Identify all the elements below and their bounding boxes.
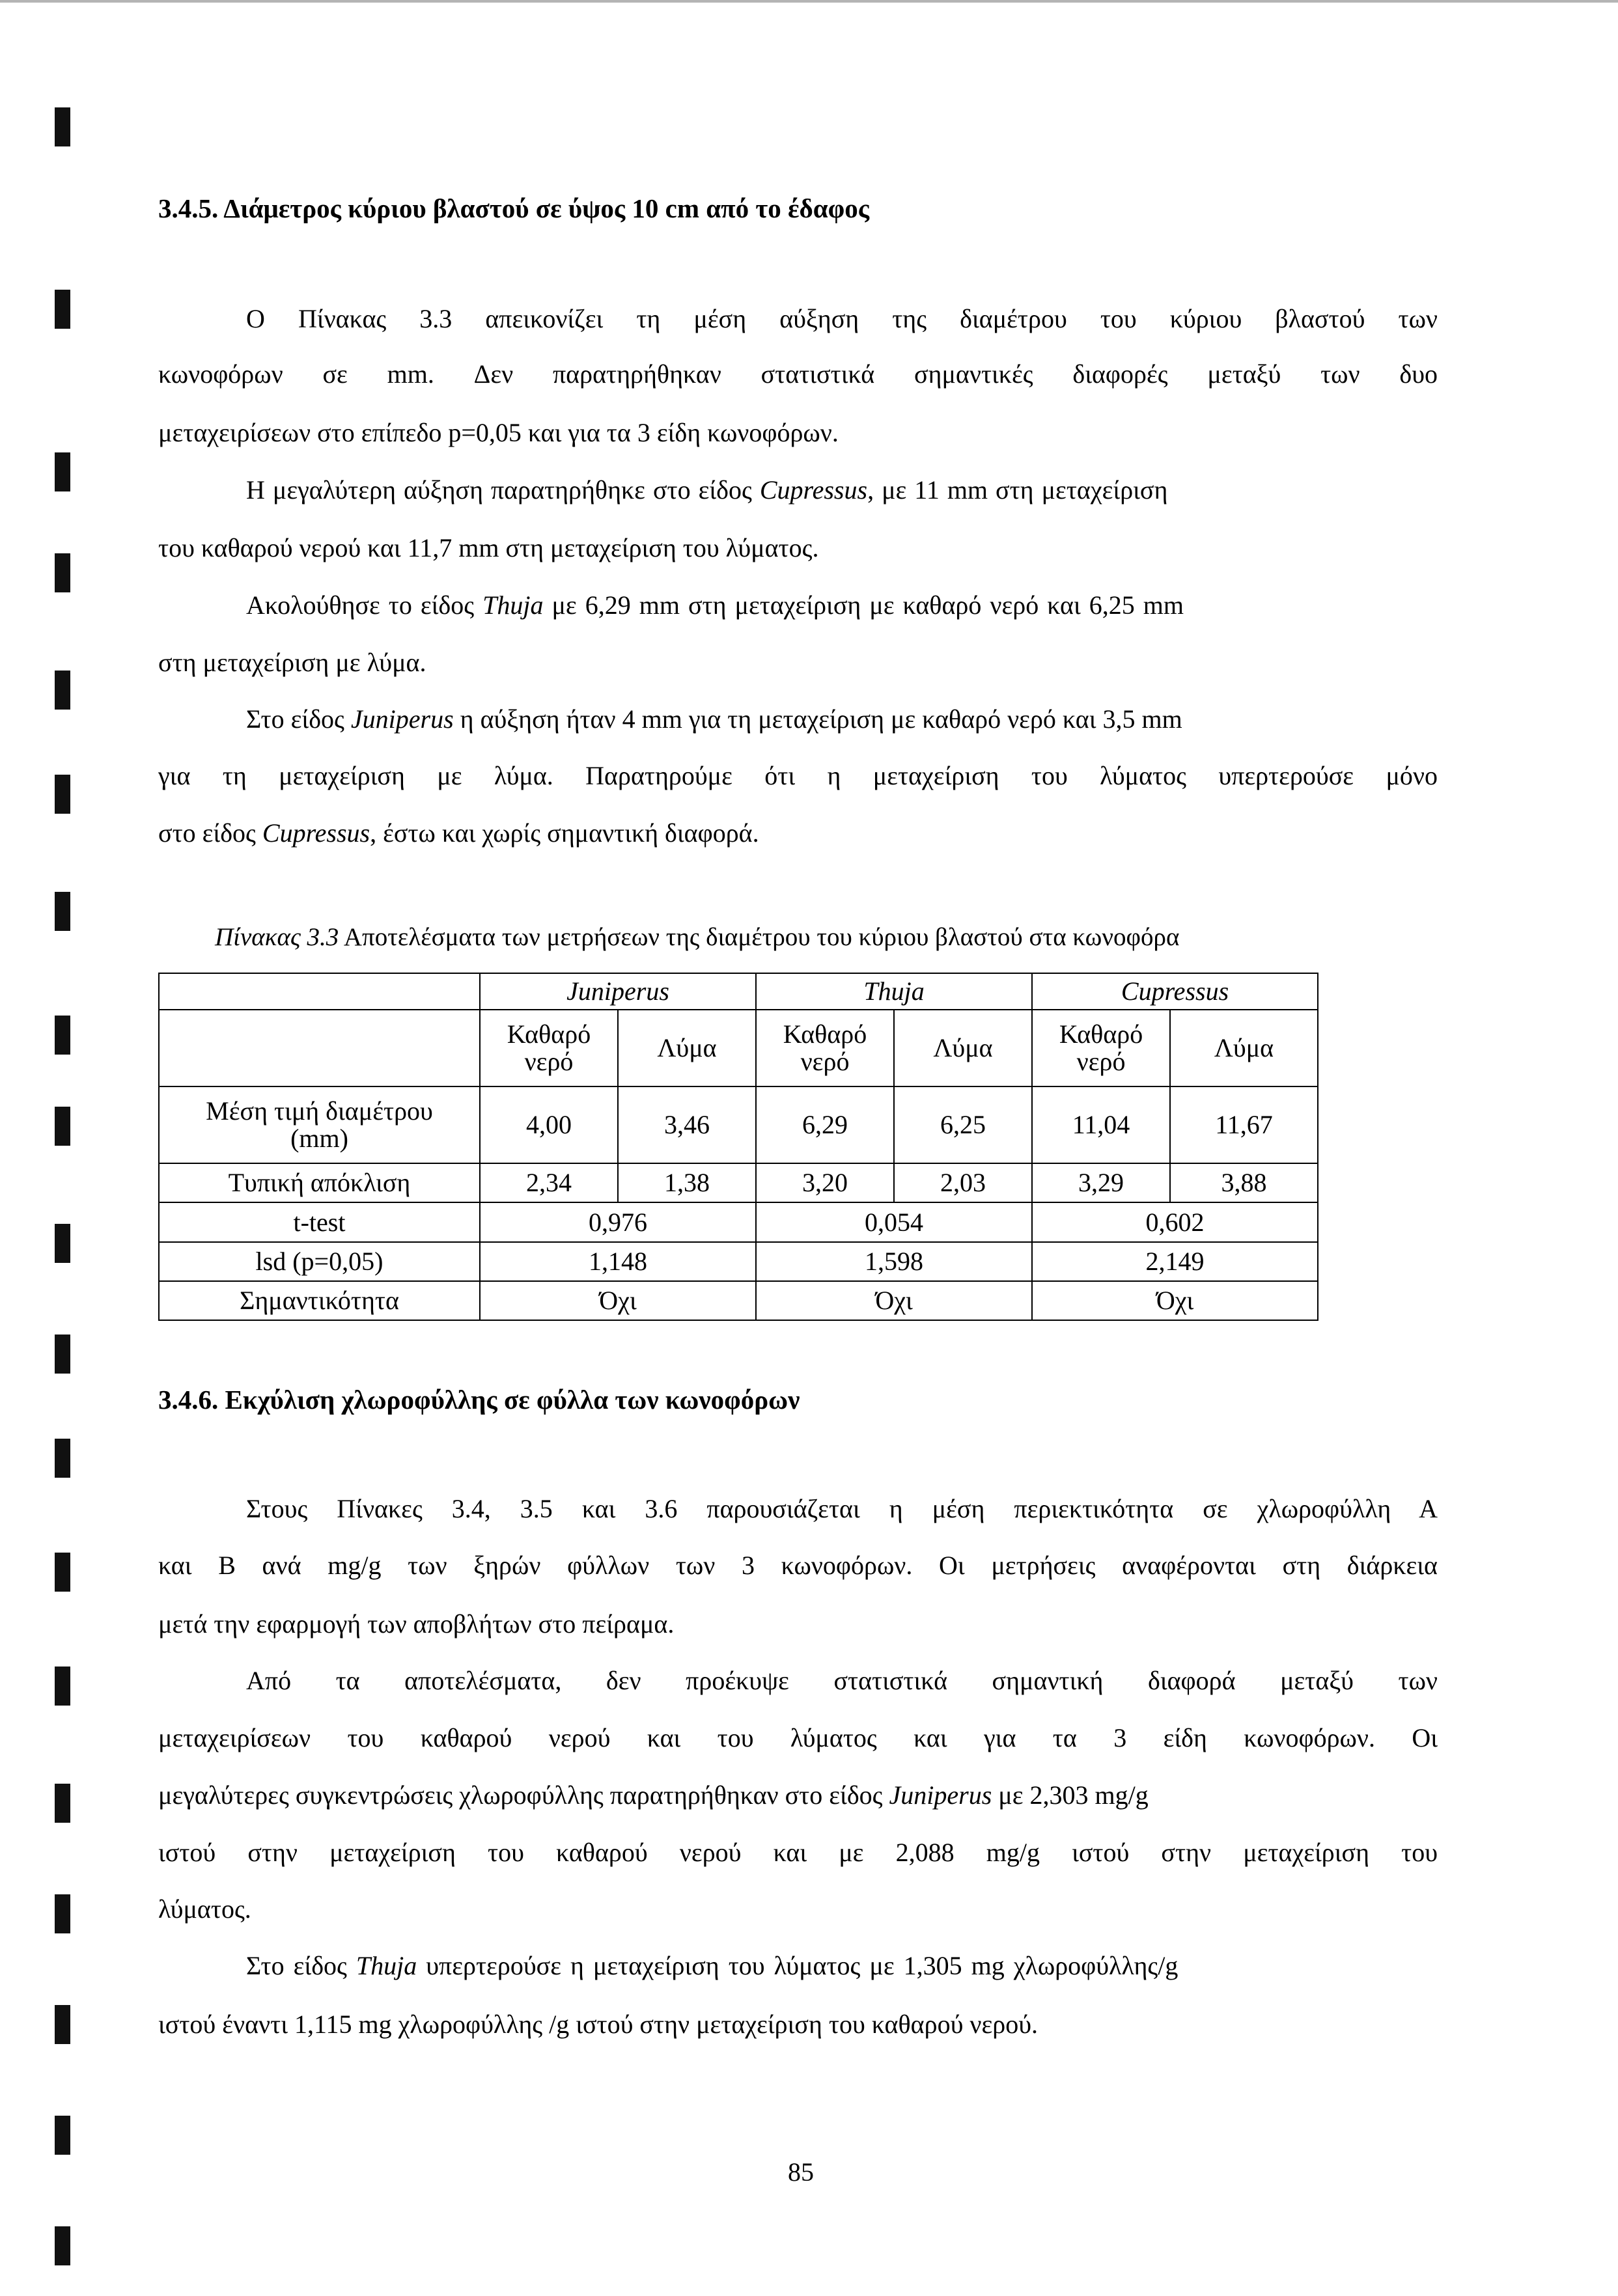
table-cell-empty	[159, 1010, 480, 1086]
treatment-header: Καθαρό νερό	[480, 1010, 618, 1086]
row-label: Τυπική απόκλιση	[159, 1163, 480, 1202]
paragraph-line: μετά την εφαρμογή των αποβλήτων στο πείραμα.	[158, 1609, 675, 1639]
row-label: lsd (p=0,05)	[159, 1242, 480, 1281]
paragraph-line: μεταχειρίσεων στο επίπεδο p=0,05 και για τα 3 είδη κωνοφόρων.	[158, 418, 839, 447]
treatment-header: Λύμα	[894, 1010, 1032, 1086]
scan-margin-mark	[55, 553, 70, 592]
scan-margin-mark	[55, 671, 70, 710]
paragraph-line: κωνοφόρων σε mm. Δεν παρατηρήθηκαν στατιστικά σημαντικές διαφορές μεταξύ των δυο	[158, 359, 1438, 389]
paragraph-line: Στο είδος Juniperus η αύξηση ήταν 4 mm για τη μεταχείριση με καθαρό νερό και 3,5 mm	[246, 704, 1182, 734]
table-cell: Όχι	[756, 1281, 1032, 1320]
paragraph-line: στη μεταχείριση με λύμα.	[158, 648, 426, 677]
scan-margin-mark	[55, 775, 70, 814]
paragraph-line: Ο Πίνακας 3.3 απεικονίζει τη μέση αύξηση της διαμέτρου του κύριου βλαστού των	[246, 304, 1438, 333]
scan-margin-mark	[55, 1894, 70, 1933]
paragraph-line: στο είδος Cupressus, έστω και χωρίς σημαντική διαφορά.	[158, 818, 759, 848]
table-cell: Όχι	[1032, 1281, 1318, 1320]
paragraph-line: Στους Πίνακες 3.4, 3.5 και 3.6 παρουσιάζεται η μέση περιεκτικότητα σε χλωροφύλλη Α	[246, 1494, 1438, 1523]
row-label: Σημαντικότητα	[159, 1281, 480, 1320]
treatment-header: Λύμα	[1170, 1010, 1318, 1086]
paragraph-line: ιστού έναντι 1,115 mg χλωροφύλλης /g ιστού στην μεταχείριση του καθαρού νερού.	[158, 2010, 1039, 2039]
table-cell: 2,34	[480, 1163, 618, 1202]
paragraph-line: μεταχειρίσεων του καθαρού νερού και του λύματος και για τα 3 είδη κωνοφόρων. Οι	[158, 1723, 1438, 1752]
table-cell: 11,67	[1170, 1086, 1318, 1163]
table-cell-empty	[159, 973, 480, 1010]
paragraph-line: Από τα αποτελέσματα, δεν προέκυψε στατιστικά σημαντική διαφορά μεταξύ των	[246, 1666, 1438, 1695]
species-header: Cupressus	[1032, 973, 1318, 1010]
treatment-header: Λύμα	[618, 1010, 756, 1086]
scan-margin-mark	[55, 1335, 70, 1374]
table-cell: 3,29	[1032, 1163, 1170, 1202]
table-cell: 1,148	[480, 1242, 756, 1281]
table-row	[159, 973, 1318, 1010]
page-number: 85	[788, 2157, 814, 2187]
table-caption: Πίνακας 3.3 Αποτελέσματα των μετρήσεων της διαμέτρου του κύριου βλαστού στα κωνοφόρα	[215, 923, 1180, 951]
table-cell: 2,03	[894, 1163, 1032, 1202]
scan-margin-mark	[55, 1667, 70, 1706]
treatment-header: Καθαρό νερό	[1032, 1010, 1170, 1086]
table-row	[159, 1163, 1318, 1202]
row-label: Μέση τιμή διαμέτρου (mm)	[159, 1086, 480, 1163]
species-header: Thuja	[756, 973, 1032, 1010]
table-row	[159, 1010, 1318, 1086]
scan-margin-mark	[55, 1224, 70, 1263]
paragraph-line: και Β ανά mg/g των ξηρών φύλλων των 3 κωνοφόρων. Οι μετρήσεις αναφέρονται στη διάρκεια	[158, 1551, 1438, 1580]
scan-margin-mark	[55, 1553, 70, 1592]
table-cell: 6,29	[756, 1086, 894, 1163]
table-cell: 6,25	[894, 1086, 1032, 1163]
scan-margin-mark	[55, 290, 70, 329]
scan-margin-mark	[55, 892, 70, 931]
scan-margin-mark	[55, 1784, 70, 1823]
table-cell: 1,598	[756, 1242, 1032, 1281]
row-label: t-test	[159, 1202, 480, 1241]
paragraph-line: ιστού στην μεταχείριση του καθαρού νερού και με 2,088 mg/g ιστού στην μεταχείριση του	[158, 1838, 1438, 1867]
treatment-header: Καθαρό νερό	[756, 1010, 894, 1086]
table-row	[159, 1202, 1318, 1241]
table-cell: 3,88	[1170, 1163, 1318, 1202]
paragraph-line: Ακολούθησε το είδος Thuja με 6,29 mm στη μεταχείριση με καθαρό νερό και 6,25 mm	[246, 590, 1184, 620]
scan-margin-mark	[55, 1107, 70, 1146]
scan-margin-mark	[55, 452, 70, 491]
section-heading: 3.4.6. Εκχύλιση χλωροφύλλης σε φύλλα των κωνοφόρων	[158, 1385, 800, 1415]
paragraph-line: για τη μεταχείριση με λύμα. Παρατηρούμε ότι η μεταχείριση του λύματος υπερτερούσε μόνο	[158, 761, 1438, 790]
table-cell: 0,976	[480, 1202, 756, 1241]
table-cell: 0,602	[1032, 1202, 1318, 1241]
species-header: Juniperus	[480, 973, 756, 1010]
table-cell: 0,054	[756, 1202, 1032, 1241]
section-heading: 3.4.5. Διάμετρος κύριου βλαστού σε ύψος 10 cm από το έδαφος	[158, 193, 870, 223]
table-caption-label: Πίνακας 3.3	[215, 923, 339, 951]
table-cell: 3,20	[756, 1163, 894, 1202]
table-cell: 4,00	[480, 1086, 618, 1163]
scan-top-edge	[0, 0, 1618, 3]
scan-margin-mark	[55, 1016, 70, 1055]
table-row	[159, 1281, 1318, 1320]
paragraph-line: μεγαλύτερες συγκεντρώσεις χλωροφύλλης παρατηρήθηκαν στο είδος Juniperus με 2,303 mg/g	[158, 1780, 1149, 1810]
table-cell: Όχι	[480, 1281, 756, 1320]
table-cell: 1,38	[618, 1163, 756, 1202]
table-cell: 11,04	[1032, 1086, 1170, 1163]
table-row	[159, 1242, 1318, 1281]
scan-margin-mark	[55, 107, 70, 146]
scan-margin-mark	[55, 1439, 70, 1478]
paragraph-line: του καθαρού νερού και 11,7 mm στη μεταχείριση του λύματος.	[158, 533, 819, 562]
scan-margin-mark	[55, 2005, 70, 2044]
table-row	[159, 1086, 1318, 1163]
results-table	[158, 973, 1318, 1321]
table-cell: 2,149	[1032, 1242, 1318, 1281]
paragraph-line: Η μεγαλύτερη αύξηση παρατηρήθηκε στο είδος Cupressus, με 11 mm στη μεταχείριση	[246, 475, 1168, 505]
scan-margin-mark	[55, 2116, 70, 2155]
table-cell: 3,46	[618, 1086, 756, 1163]
scan-margin-mark	[55, 2226, 70, 2265]
paragraph-line: λύματος.	[158, 1894, 251, 1924]
paragraph-line: Στο είδος Thuja υπερτερούσε η μεταχείριση του λύματος με 1,305 mg χλωροφύλλης/g	[246, 1951, 1179, 1980]
